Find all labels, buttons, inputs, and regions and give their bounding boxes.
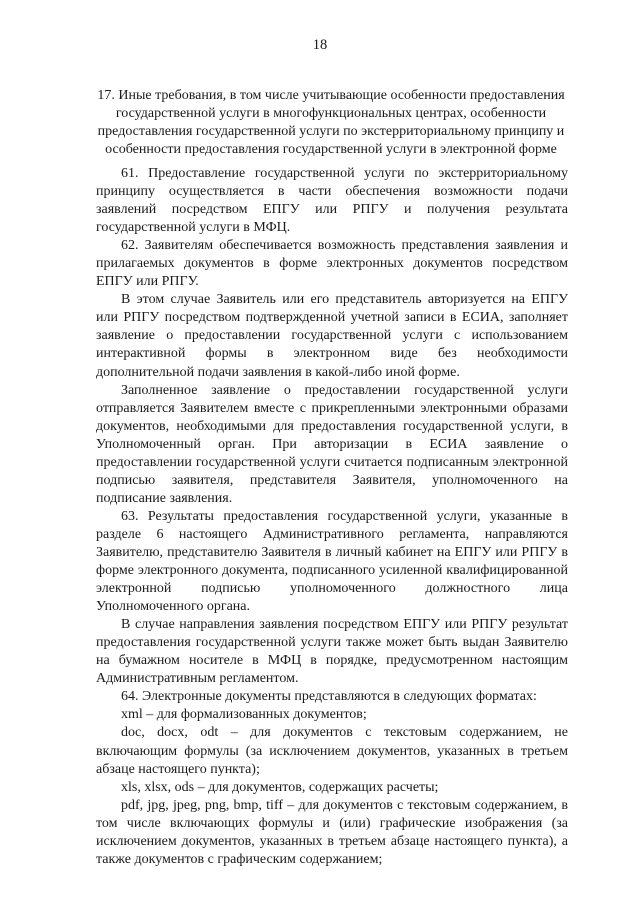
section-heading: 17. Иные требования, в том числе учитывающие особенности предоставления государственной услуги в многофункциональных центрах, особенности предоставления государственной услуги по экстерриториальному принципу и особенности предоставления государственной услуги в электронной форме (97, 88, 565, 157)
format-item-doc: doc, docx, odt – для документов с текстовым содержанием, не включающим формулы (за исключением документов, указанных в третьем абзаце настоящего пункта); (96, 725, 568, 777)
format-item-pdf: pdf, jpg, jpeg, png, bmp, tiff – для документов с текстовым содержанием, в том числе включающих формулы и (или) графические изображения (за исключением документов, указанных в третьем абзаце настоящего пункта), а также документов с графическим содержанием; (96, 797, 568, 867)
format-item-xls: xls, xlsx, ods – для документов, содержащих расчеты; (121, 779, 439, 795)
paragraph-63-paper-result: В случае направления заявления посредством ЕПГУ или РПГУ результат предоставления государственной услуги также может быть выдан Заявителю на бумажном носителе в МФЦ в порядке, предусмотренном настоящим Административным регламентом. (96, 617, 568, 687)
document-body (96, 165, 568, 869)
paragraph-63: 63. Результаты предоставления государственной услуги, указанные в разделе 6 настоящего Административного регламента, направляются Заявителю, представителю Заявителя в личный кабинет на ЕПГУ или РПГУ в форме электронного документа, подписанного усиленной квалифицированной электронной подписью уполномоченного должностного лица Уполномоченного органа. (96, 508, 568, 615)
paragraph-61: 61. Предоставление государственной услуги по экстерриториальному принципу осуществляется в части обеспечения возможности подачи заявлений посредством ЕПГУ или РПГУ и получения результата государственной услуги в МФЦ. (96, 166, 568, 236)
format-item-xml: xml – для формализованных документов; (121, 707, 367, 723)
paragraph-62-submission: Заполненное заявление о предоставлении государственной услуги отправляется Заявителем вместе с прикрепленными электронными образами документов, необходимыми для предоставления государственной услуги, в Уполномоченный орган. При авторизации в ЕСИА заявление о предоставлении государственной услуги считается подписанным электронной подписью заявителя, представителя Заявителя, уполномоченного на подписание заявления. (96, 382, 568, 506)
page-number: 18 (312, 37, 328, 53)
paragraph-64: 64. Электронные документы представляются в следующих форматах: (121, 689, 537, 705)
paragraph-62: 62. Заявителям обеспечивается возможность представления заявления и прилагаемых документов в форме электронных документов посредством ЕПГУ или РПГУ. (96, 238, 568, 290)
paragraph-62-authorization: В этом случае Заявитель или его представитель авторизуется на ЕПГУ или РПГУ посредством подтвержденной учетной записи в ЕСИА, заполняет заявление о предоставлении государственной услуги с использованием интерактивной формы в электронном виде без необходимости дополнительной подачи заявления в какой-либо иной форме. (96, 292, 568, 380)
